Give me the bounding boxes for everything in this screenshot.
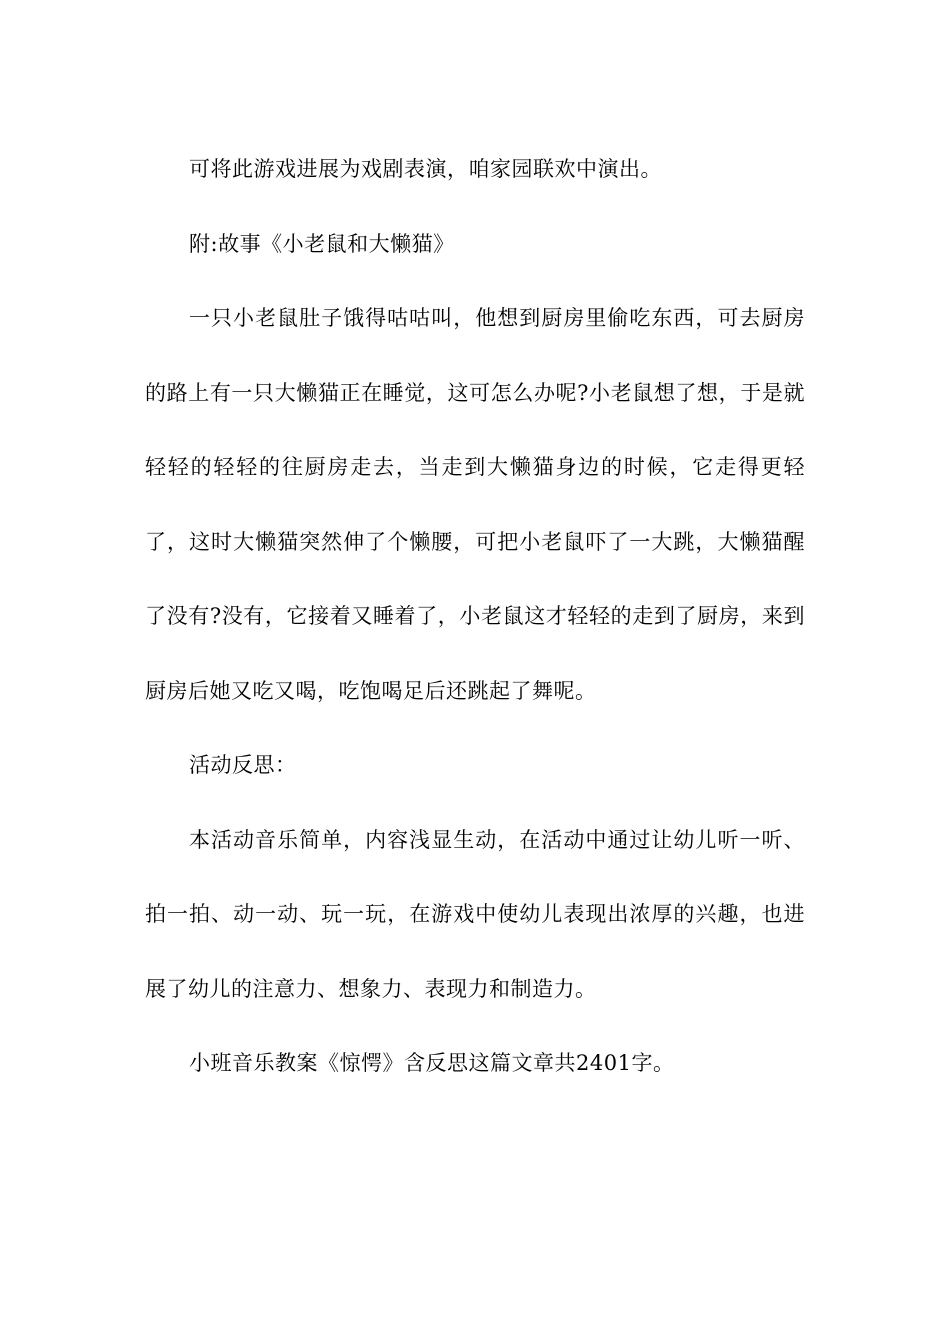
paragraph-story-title: 附:故事《小老鼠和大懒猫》 [189, 231, 455, 256]
paragraph-reflection-heading: 活动反思： [189, 753, 297, 777]
document-body [145, 132, 805, 1101]
paragraph-word-count: 小班音乐教案《惊愕》含反思这篇文章共2401字。 [189, 1051, 675, 1075]
paragraph-reflection-text: 本活动音乐简单，内容浅显生动，在活动中通过让幼儿听一听、拍一拍、动一动、玩一玩，在游戏中使幼儿表现出浓厚的兴趣，也进展了幼儿的注意力、想象力、表现力和制造力。 [145, 827, 805, 1001]
paragraph-story-text: 一只小老鼠肚子饿得咕咕叫，他想到厨房里偷吃东西，可去厨房的路上有一只大懒猫正在睡觉，这可怎么办呢?小老鼠想了想，于是就轻轻的轻轻的往厨房走去，当走到大懒猫身边的时候，它走得更轻了，这时大懒猫突然伸了个懒腰，可把小老鼠吓了一大跳，大懒猫醒了没有?没有，它接着又睡着了，小老鼠这才轻轻的走到了厨房，来到厨房后她又吃又喝，吃饱喝足后还跳起了舞呢。 [145, 306, 805, 703]
paragraph-performance-note: 可将此游戏进展为戏剧表演，咱家园联欢中演出。 [189, 157, 662, 181]
